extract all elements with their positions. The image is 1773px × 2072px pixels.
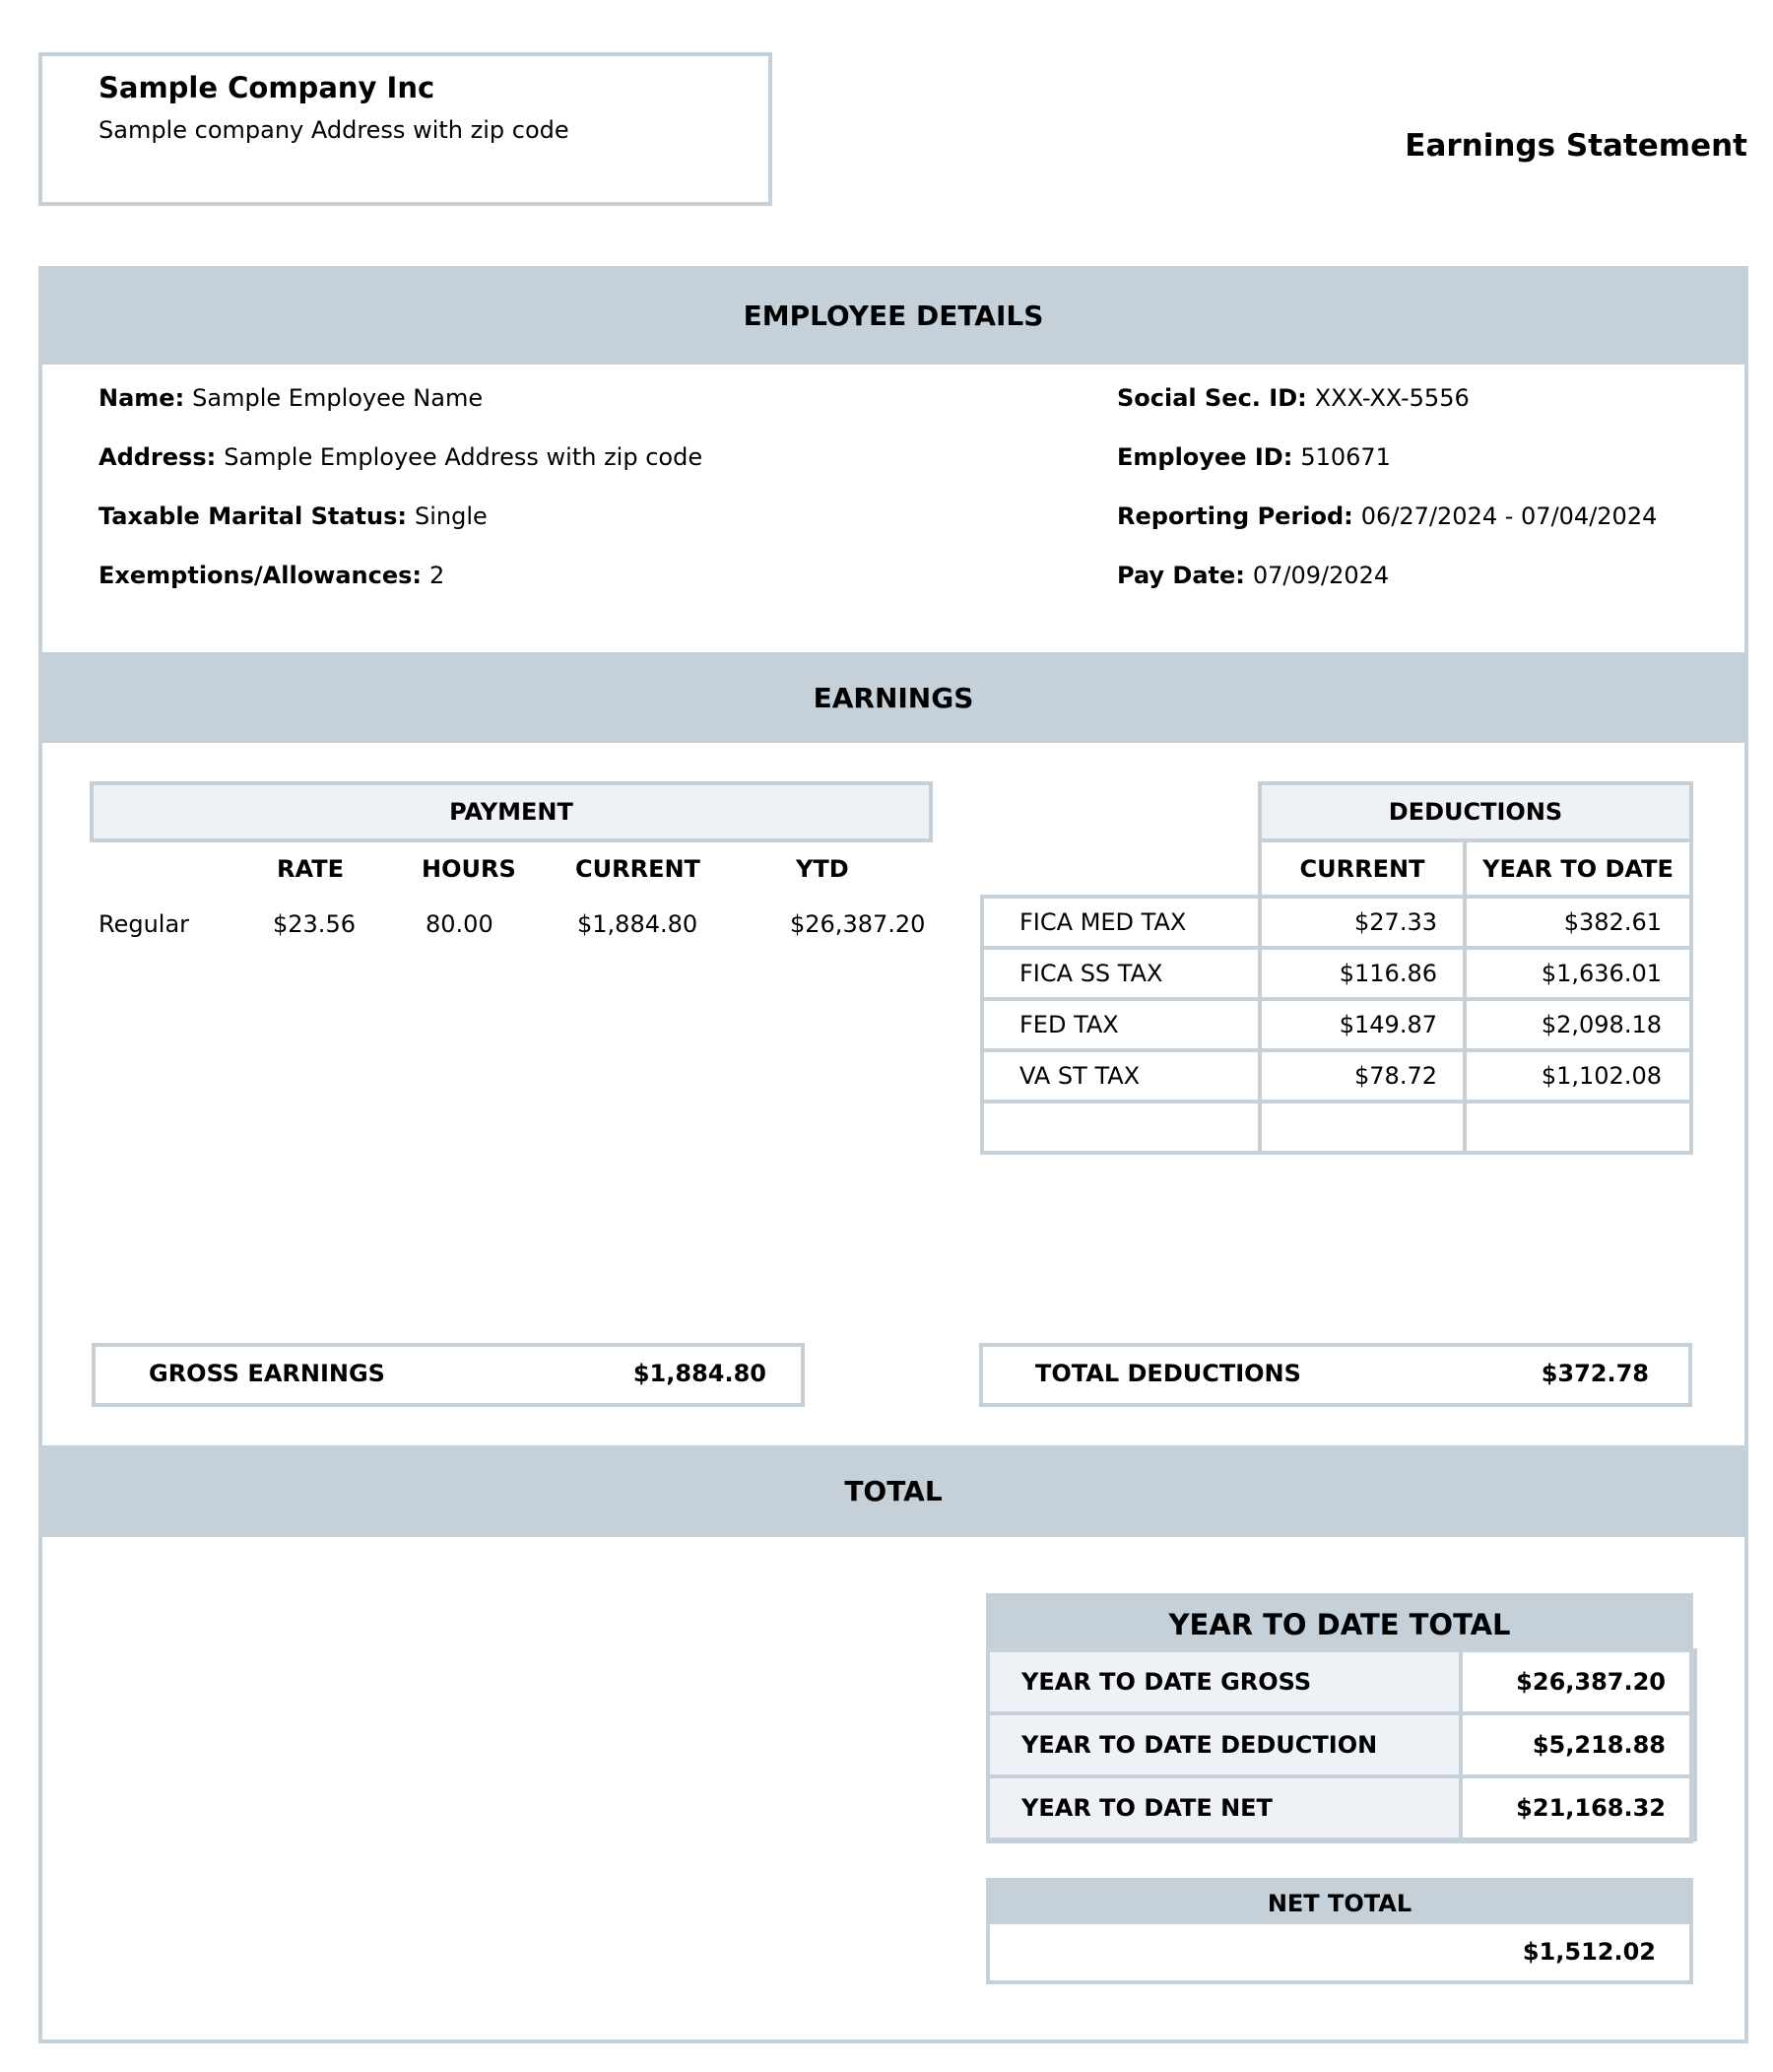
payment-row-hours: 80.00 <box>426 910 493 938</box>
exemptions: 2 <box>429 562 445 589</box>
table-row <box>988 1650 1695 1713</box>
gross-earnings-value: $1,884.80 <box>632 1360 766 1387</box>
table-row <box>982 1050 1691 1102</box>
company-name: Sample Company Inc <box>98 71 435 104</box>
ssn-label: Social Sec. ID: <box>1117 384 1307 412</box>
exemptions-row <box>98 562 444 589</box>
deduction-ytd: $2,098.18 <box>1465 999 1691 1050</box>
pay-date-row <box>1117 562 1389 589</box>
payment-col-rate: RATE <box>277 855 344 883</box>
deduction-current: $27.33 <box>1260 897 1465 948</box>
deduction-name: FICA SS TAX <box>982 948 1260 999</box>
employee-name-row <box>98 384 483 412</box>
deduction-ytd: $382.61 <box>1465 897 1691 948</box>
payment-col-current: CURRENT <box>575 855 700 883</box>
ytd-total-table <box>986 1648 1697 1841</box>
exemptions-label: Exemptions/Allowances: <box>98 562 423 589</box>
table-row <box>982 897 1691 948</box>
ytd-net-label: YEAR TO DATE NET <box>988 1776 1461 1839</box>
deductions-table <box>980 895 1693 1155</box>
net-total-title: NET TOTAL <box>990 1882 1689 1924</box>
employee-id-label: Employee ID: <box>1117 443 1293 471</box>
marital-status: Single <box>414 502 488 530</box>
total-deductions-value: $372.78 <box>1541 1360 1649 1387</box>
deduction-name: FICA MED TAX <box>982 897 1260 948</box>
deduction-current: $78.72 <box>1260 1050 1465 1102</box>
document-title: Earnings Statement <box>1405 128 1747 164</box>
payment-row-current: $1,884.80 <box>577 910 698 938</box>
table-row <box>988 1713 1695 1776</box>
table-row <box>982 1102 1691 1153</box>
deduction-ytd <box>1465 1102 1691 1153</box>
deductions-heading: DEDUCTIONS <box>1258 781 1693 842</box>
deduction-current <box>1260 1102 1465 1153</box>
payment-col-ytd: YTD <box>796 855 849 883</box>
pay-date-label: Pay Date: <box>1117 562 1245 589</box>
payment-row-rate: $23.56 <box>273 910 356 938</box>
ytd-gross-value: $26,387.20 <box>1461 1650 1695 1713</box>
ytd-net-value: $21,168.32 <box>1461 1776 1695 1839</box>
deductions-col-ytd: YEAR TO DATE <box>1463 838 1693 899</box>
company-address: Sample company Address with zip code <box>98 116 569 144</box>
table-row <box>988 1776 1695 1839</box>
ytd-deduction-label: YEAR TO DATE DEDUCTION <box>988 1713 1461 1776</box>
deduction-ytd: $1,636.01 <box>1465 948 1691 999</box>
employee-name: Sample Employee Name <box>192 384 484 412</box>
deduction-ytd: $1,102.08 <box>1465 1050 1691 1102</box>
table-row <box>982 948 1691 999</box>
employee-details-heading: EMPLOYEE DETAILS <box>38 266 1748 365</box>
deduction-name: VA ST TAX <box>982 1050 1260 1102</box>
deductions-col-current: CURRENT <box>1258 838 1467 899</box>
deduction-name: FED TAX <box>982 999 1260 1050</box>
payment-col-hours: HOURS <box>422 855 516 883</box>
pay-date: 07/09/2024 <box>1252 562 1390 589</box>
reporting-period-label: Reporting Period: <box>1117 502 1353 530</box>
gross-earnings-label: GROSS EARNINGS <box>149 1360 385 1387</box>
total-deductions-label: TOTAL DEDUCTIONS <box>1035 1360 1301 1387</box>
employee-id: 510671 <box>1300 443 1391 471</box>
payment-row-ytd: $26,387.20 <box>790 910 926 938</box>
ssn: XXX-XX-5556 <box>1314 384 1470 412</box>
reporting-period: 06/27/2024 - 07/04/2024 <box>1360 502 1658 530</box>
ytd-deduction-value: $5,218.88 <box>1461 1713 1695 1776</box>
employee-address: Sample Employee Address with zip code <box>224 443 703 471</box>
employee-address-label: Address: <box>98 443 217 471</box>
reporting-period-row <box>1117 502 1657 530</box>
total-heading: TOTAL <box>38 1445 1748 1537</box>
deduction-name <box>982 1102 1260 1153</box>
ytd-total-title: YEAR TO DATE TOTAL <box>990 1597 1689 1652</box>
ytd-gross-label: YEAR TO DATE GROSS <box>988 1650 1461 1713</box>
payment-heading: PAYMENT <box>90 781 933 842</box>
deduction-current: $116.86 <box>1260 948 1465 999</box>
employee-id-row <box>1117 443 1391 471</box>
net-total-value: $1,512.02 <box>1522 1938 1656 1966</box>
marital-status-row <box>98 502 488 530</box>
earnings-heading: EARNINGS <box>38 652 1748 743</box>
employee-name-label: Name: <box>98 384 185 412</box>
payment-row-type: Regular <box>98 910 190 938</box>
ssn-row <box>1117 384 1470 412</box>
table-row <box>982 999 1691 1050</box>
employee-address-row <box>98 443 702 471</box>
marital-status-label: Taxable Marital Status: <box>98 502 407 530</box>
deduction-current: $149.87 <box>1260 999 1465 1050</box>
